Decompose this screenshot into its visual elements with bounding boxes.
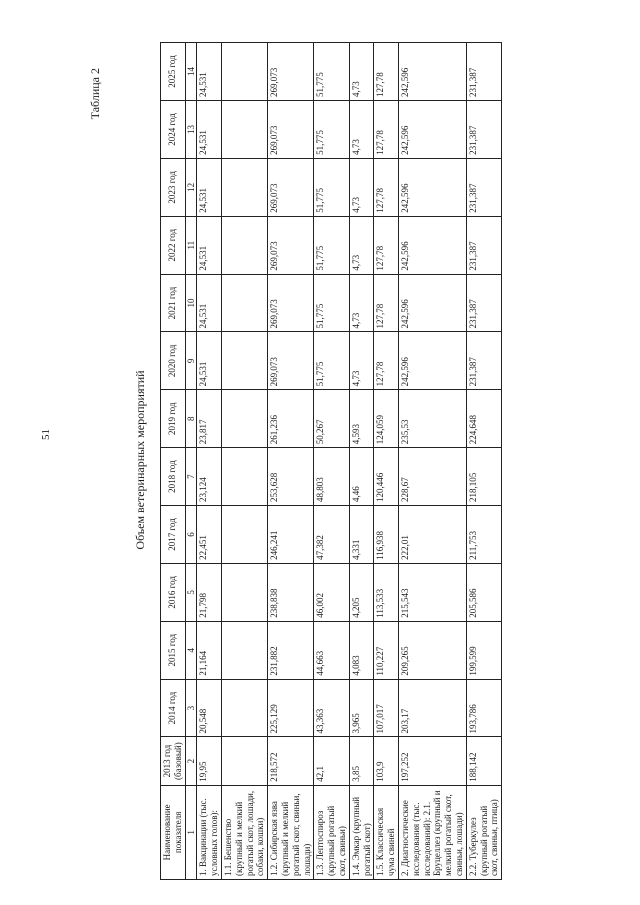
value-cell: 269,073 (268, 43, 314, 101)
value-cell: 4,73 (349, 158, 374, 216)
header-cell: 2022 год (161, 216, 186, 274)
value-cell: 231,387 (466, 43, 501, 101)
value-cell: 242,596 (398, 274, 466, 332)
indicator-name-cell: 2. Диагностические исследования (тыс. исследований): 2.1. Бруцеллез (крупный и мелкий рогатый скот, свиньи, лошади) (398, 785, 466, 879)
table-row (268, 43, 314, 880)
value-cell: 4,205 (349, 563, 374, 621)
column-number-cell: 7 (185, 448, 197, 506)
value-cell: 47,382 (314, 506, 349, 564)
value-cell: 269,073 (268, 158, 314, 216)
indicator-name-cell: 1. Вакцинации (тыс. условных голов): (197, 785, 222, 879)
value-cell: 51,775 (314, 43, 349, 101)
value-cell: 4,593 (349, 390, 374, 448)
value-cell: 4,73 (349, 43, 374, 101)
document-title: Объем ветеринарных мероприятий (133, 370, 147, 550)
value-cell: 242,596 (398, 332, 466, 390)
value-cell: 218,105 (466, 448, 501, 506)
table-row (349, 43, 374, 880)
value-cell: 205,586 (466, 563, 501, 621)
value-cell: 3,85 (349, 737, 374, 785)
indicator-name-cell: 1.1. Бешенство (крупный и мелкий рогатый скот, лошади, собаки, кошки) (221, 785, 267, 879)
value-cell: 24,531 (197, 274, 222, 332)
value-cell: 235,53 (398, 390, 466, 448)
header-cell: 2023 год (161, 158, 186, 216)
value-cell: 4,73 (349, 332, 374, 390)
value-cell: 253,628 (268, 448, 314, 506)
value-cell: 120,446 (374, 448, 399, 506)
indicator-name-cell: 1.5. Классическая чума свиней (374, 785, 399, 879)
value-cell: 4,46 (349, 448, 374, 506)
value-cell: 127,78 (374, 216, 399, 274)
value-cell: 43,363 (314, 679, 349, 737)
header-cell: 2024 год (161, 101, 186, 159)
value-cell: 209,265 (398, 621, 466, 679)
value-cell (221, 158, 267, 216)
value-cell: 46,002 (314, 563, 349, 621)
table-row (221, 43, 267, 880)
value-cell: 4,73 (349, 216, 374, 274)
value-cell: 261,236 (268, 390, 314, 448)
value-cell: 231,387 (466, 158, 501, 216)
value-cell: 3,965 (349, 679, 374, 737)
rotated-page-content (88, 40, 502, 880)
header-cell: 2021 год (161, 274, 186, 332)
value-cell: 269,073 (268, 274, 314, 332)
veterinary-measures-table (160, 42, 502, 880)
value-cell: 242,596 (398, 216, 466, 274)
value-cell: 51,775 (314, 216, 349, 274)
value-cell: 23,817 (197, 390, 222, 448)
column-number-cell: 4 (185, 621, 197, 679)
header-row (161, 43, 186, 880)
value-cell: 107,017 (374, 679, 399, 737)
value-cell: 51,775 (314, 158, 349, 216)
value-cell: 231,387 (466, 216, 501, 274)
value-cell (221, 563, 267, 621)
value-cell: 231,387 (466, 101, 501, 159)
column-number-cell: 13 (185, 101, 197, 159)
column-number-cell: 6 (185, 506, 197, 564)
value-cell: 4,083 (349, 621, 374, 679)
value-cell: 21,798 (197, 563, 222, 621)
value-cell (221, 274, 267, 332)
header-cell: 2019 год (161, 390, 186, 448)
table-row (197, 43, 222, 880)
value-cell: 224,648 (466, 390, 501, 448)
header-cell: 2015 год (161, 621, 186, 679)
value-cell (221, 390, 267, 448)
table-row (314, 43, 349, 880)
value-cell: 124,059 (374, 390, 399, 448)
value-cell (221, 737, 267, 785)
value-cell (221, 43, 267, 101)
indicator-name-cell: 1.4. Эмкар (крупный рогатый скот) (349, 785, 374, 879)
value-cell: 225,129 (268, 679, 314, 737)
value-cell: 51,775 (314, 332, 349, 390)
value-cell (221, 679, 267, 737)
value-cell: 24,531 (197, 101, 222, 159)
value-cell: 4,331 (349, 506, 374, 564)
value-cell: 51,775 (314, 274, 349, 332)
value-cell: 203,17 (398, 679, 466, 737)
value-cell: 24,531 (197, 43, 222, 101)
value-cell: 21,164 (197, 621, 222, 679)
value-cell: 269,073 (268, 216, 314, 274)
value-cell: 193,786 (466, 679, 501, 737)
value-cell (221, 621, 267, 679)
value-cell: 246,241 (268, 506, 314, 564)
column-number-cell: 10 (185, 274, 197, 332)
value-cell: 113,533 (374, 563, 399, 621)
table-row (466, 43, 501, 880)
value-cell: 242,596 (398, 101, 466, 159)
indicator-name-cell: 1.3. Лептоспироз (крупный рогатый скот, свиньи) (314, 785, 349, 879)
value-cell: 211,753 (466, 506, 501, 564)
value-cell: 23,124 (197, 448, 222, 506)
table-label: Таблица 2 (88, 68, 102, 120)
value-cell: 231,387 (466, 332, 501, 390)
table-row (374, 43, 399, 880)
header-cell: 2020 год (161, 332, 186, 390)
value-cell: 269,073 (268, 101, 314, 159)
value-cell (221, 332, 267, 390)
value-cell: 269,073 (268, 332, 314, 390)
value-cell: 228,67 (398, 448, 466, 506)
value-cell: 238,838 (268, 563, 314, 621)
value-cell: 127,78 (374, 158, 399, 216)
value-cell: 116,938 (374, 506, 399, 564)
page-number: 51 (40, 429, 52, 440)
column-number-cell: 3 (185, 679, 197, 737)
column-number-cell: 8 (185, 390, 197, 448)
column-number-cell: 2 (185, 737, 197, 785)
value-cell: 231,882 (268, 621, 314, 679)
value-cell: 215,543 (398, 563, 466, 621)
value-cell: 218,572 (268, 737, 314, 785)
column-number-cell: 9 (185, 332, 197, 390)
value-cell: 22,451 (197, 506, 222, 564)
header-cell: 2025 год (161, 43, 186, 101)
value-cell (221, 506, 267, 564)
value-cell: 48,803 (314, 448, 349, 506)
value-cell: 50,267 (314, 390, 349, 448)
table-row (398, 43, 466, 880)
value-cell: 188,142 (466, 737, 501, 785)
value-cell (221, 448, 267, 506)
value-cell: 222,01 (398, 506, 466, 564)
value-cell: 197,252 (398, 737, 466, 785)
value-cell (221, 101, 267, 159)
value-cell: 127,78 (374, 274, 399, 332)
value-cell: 231,387 (466, 274, 501, 332)
value-cell: 110,227 (374, 621, 399, 679)
value-cell: 42,1 (314, 737, 349, 785)
column-number-cell: 12 (185, 158, 197, 216)
header-cell: 2013 год (базовый) (161, 737, 186, 785)
table-body (185, 43, 502, 880)
column-number-cell: 5 (185, 563, 197, 621)
value-cell: 24,531 (197, 216, 222, 274)
value-cell: 20,548 (197, 679, 222, 737)
value-cell: 242,596 (398, 158, 466, 216)
column-number-row (185, 43, 197, 880)
indicator-name-cell: 2.2. Туберкулез (крупный рогатый скот, свиньи, птица) (466, 785, 501, 879)
column-number-cell: 1 (185, 785, 197, 879)
value-cell: 199,599 (466, 621, 501, 679)
header-cell: 2016 год (161, 563, 186, 621)
value-cell (221, 216, 267, 274)
value-cell: 127,78 (374, 101, 399, 159)
value-cell: 24,531 (197, 332, 222, 390)
value-cell: 127,78 (374, 43, 399, 101)
header-cell: 2017 год (161, 506, 186, 564)
column-number-cell: 14 (185, 43, 197, 101)
header-cell: Наименование показателя (161, 785, 186, 879)
header-cell: 2014 год (161, 679, 186, 737)
value-cell: 51,775 (314, 101, 349, 159)
value-cell: 44,663 (314, 621, 349, 679)
value-cell: 24,531 (197, 158, 222, 216)
value-cell: 242,596 (398, 43, 466, 101)
value-cell: 19,95 (197, 737, 222, 785)
value-cell: 4,73 (349, 274, 374, 332)
indicator-name-cell: 1.2. Сибирская язва (крупный и мелкий рогатый скот, свиньи, лошади) (268, 785, 314, 879)
column-number-cell: 11 (185, 216, 197, 274)
header-cell: 2018 год (161, 448, 186, 506)
value-cell: 127,78 (374, 332, 399, 390)
value-cell: 4,73 (349, 101, 374, 159)
value-cell: 103,9 (374, 737, 399, 785)
